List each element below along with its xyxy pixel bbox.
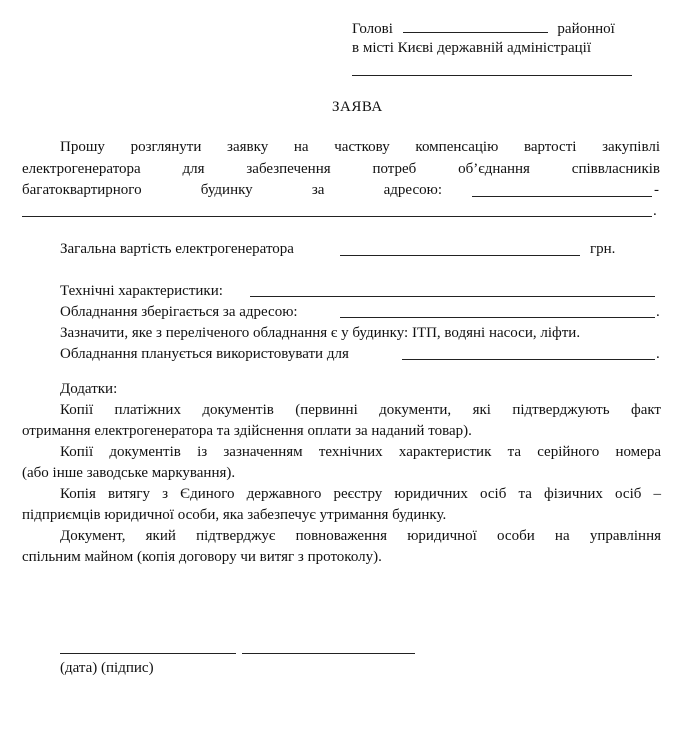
addressee-suffix: районної	[557, 21, 615, 37]
request-line-2: електрогенератора для забезпечення потреб об’єднання співвласників	[22, 161, 660, 177]
equipment-indicate-text: Зазначити, яке з переліченого обладнання є у будинку: ІТП, водяні насоси, ліфти.	[60, 325, 581, 341]
signature-blank-line	[242, 653, 415, 654]
total-cost-blank-line	[340, 255, 580, 256]
district-blank-line	[403, 18, 548, 33]
addressee-line-1	[352, 18, 615, 38]
tech-specs-blank-line	[250, 296, 655, 297]
storage-address-label: Обладнання зберігається за адресою:	[60, 304, 298, 320]
currency-unit: грн.	[590, 241, 616, 257]
storage-address-blank-line	[340, 317, 655, 318]
planned-use-dot: .	[656, 346, 660, 362]
attachment-4-line-1: Документ, який підтверджує повноваження юридичної особи на управління	[60, 528, 661, 544]
planned-use-blank-line	[402, 359, 655, 360]
document-title: ЗАЯВА	[332, 99, 383, 115]
attachment-2-line-1: Копії документів із зазначенням технічних характеристик та серійного номера	[60, 444, 661, 460]
attachment-1-line-2: отримання електрогенератора та здійснення оплати за наданий товар).	[22, 423, 472, 439]
addressee-blank-line	[352, 75, 632, 76]
tech-specs-label: Технічні характеристики:	[60, 283, 223, 299]
attachments-heading: Додатки:	[60, 381, 118, 397]
date-signature-caption: (дата) (підпис)	[60, 660, 154, 676]
request-line-1: Прошу розглянути заявку на часткову компенсацію вартості закупівлі	[60, 139, 660, 155]
date-blank-line	[60, 653, 236, 654]
attachment-2-line-2: (або інше заводське маркування).	[22, 465, 236, 481]
attachment-3-line-2: підприємців юридичної особи, яка забезпечує утримання будинку.	[22, 507, 447, 523]
attachment-4-line-2: спільним майном (копія договору чи витяг з протоколу).	[22, 549, 382, 565]
address-blank-line-2	[22, 216, 652, 217]
addressee-prefix: Голові	[352, 21, 393, 37]
planned-use-label: Обладнання планується використовувати для	[60, 346, 349, 362]
request-line-3: багатоквартирного будинку за адресою:	[22, 182, 442, 198]
address-blank-line	[472, 196, 652, 197]
total-cost-label: Загальна вартість електрогенератора	[60, 241, 294, 257]
storage-address-dot: .	[656, 304, 660, 320]
address-dash: -	[654, 182, 659, 198]
attachment-3-line-1: Копія витягу з Єдиного державного реєстру юридичних осіб та фізичних осіб –	[60, 486, 661, 502]
address-end-dot: .	[653, 203, 657, 219]
attachment-1-line-1: Копії платіжних документів (первинні документи, які підтверджують факт	[60, 402, 661, 418]
addressee-line-2: в місті Києві державній адміністрації	[352, 40, 592, 56]
